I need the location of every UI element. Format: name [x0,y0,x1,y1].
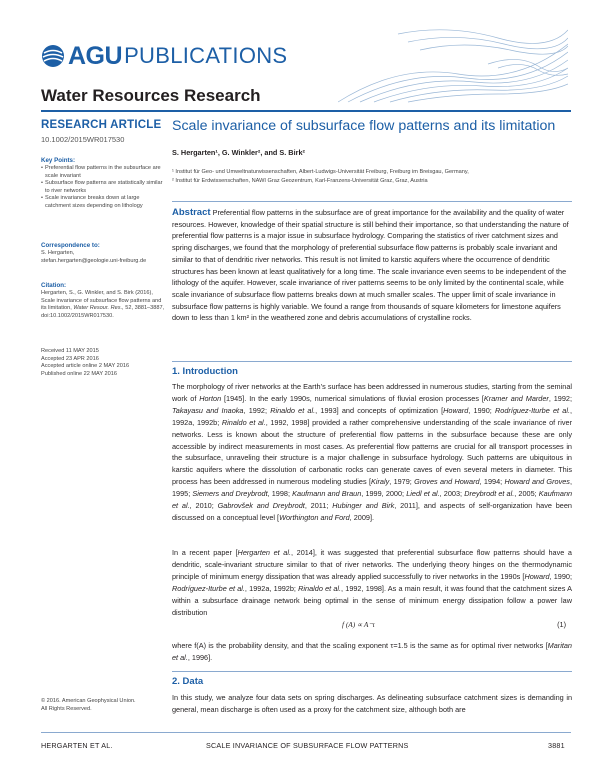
citation-link[interactable]: Dreybrodt et al. [464,489,515,499]
text-run: , 1995; [172,477,572,499]
text-run: , 1993] and concepts of optimization [ [315,405,444,415]
citation-link[interactable]: Hergarten et al. [237,548,291,557]
key-point-item: • Subsurface flow patterns are statistically similar to river networks [41,180,165,195]
journal-title: Water Resources Research [41,86,261,105]
author-list: S. Hergarten¹, G. Winkler², and S. Birk² [172,148,305,157]
contour-lines-decoration [338,24,568,104]
citation-link[interactable]: Howard and Groves [504,477,570,487]
section-heading-data: 2. Data [172,676,204,687]
citation-link[interactable]: Kramer and Marder [483,393,549,403]
page-number: 3881 [548,741,565,750]
correspondence-email[interactable]: stefan.hergarten@geologie.uni-freiburg.de [41,257,147,264]
equation-1 [172,620,572,632]
citation-link[interactable]: Kaufmann et al. [172,489,573,511]
agu-logo [41,42,287,70]
text-run: , 1979; [389,477,415,487]
correspondence-heading: Correspondence to: [41,242,100,249]
citation-link[interactable]: Rinaldo et al. [270,405,316,415]
section-heading-introduction: 1. Introduction [172,366,238,377]
citation-link[interactable]: Siemers and Dreybrodt [192,489,268,499]
copyright [41,698,165,713]
article-meta [41,118,163,145]
citation-link[interactable]: Horton [199,393,222,403]
date-accepted-online: Accepted article online 2 MAY 2016 [41,363,130,369]
abstract-text: Preferential flow patterns in the subsurface are of great importance for the availability and the quality of water resources. However, knowledge of their spatial structure is still behind their importance, so that understanding the nature of preferential flow patterns is a major issue in subsurface hydrology. Comparing the statistics of river catchment sizes and spring discharges, we found that the morphology of preferential subsurface flow patterns is probably scale invariant and similar to that of dendritic river networks. This result is not limited to karstic aquifers where the occurrence of dendritic structures has been known at least qualitatively for a long time. The scale invariance even seems to be independent of the lithology of the aquifer. However, scale invariance of river patterns seems to be only limited by the continental scale, while scale invariance of subsurface flow patterns breaks down at much smaller scales. The upper limit of scale invariance in subsurface flow patterns is highly variable. We found a range from thousands of square kilometers for limestone aquifers down to less than 1 km² in the weathered zone and debris accumulations of crystalline rocks. [172,208,569,323]
citation-link[interactable]: Maritan et al. [172,641,572,662]
footer-running-title: SCALE INVARIANCE OF SUBSURFACE FLOW PATTERNS [206,741,409,750]
text-run: , 2003; [439,489,465,499]
citation-link[interactable]: Gabrovšek and Dreybrodt [217,501,305,511]
citation-journal: Water Resour. Res., [73,305,124,311]
text-run: , 1992a, 1992b; [244,583,299,593]
text-run: , 2009]. [349,512,375,522]
affiliations [172,168,572,186]
text-run: , 2010; [189,501,218,511]
section-divider [172,361,572,362]
intro-paragraph-1 [172,381,572,524]
citation-link[interactable]: Howard [443,405,469,415]
key-points-heading: Key Points: [41,157,76,164]
data-paragraph-1: In this study, we analyze four data sets on spring discharges. As delineating subsurface catchment sizes is demanding in general, mean discharge is often used as a proxy for the catchment size, although both are [172,693,572,714]
date-received: Received 11 MAY 2015 [41,348,99,354]
intro-paragraph-2 [172,547,572,618]
citation-text [41,290,165,320]
text-run: , 1992; [243,405,271,415]
correspondence [41,242,165,265]
article-doi[interactable]: 10.1002/2015WR017530 [41,135,125,144]
citation-link[interactable]: Rodríguez-Iturbe et al. [172,583,245,593]
text-run: , 2014], it was suggested that preferential subsurface flow patterns should have a dendritic, scale-invariant structure similar to that of river networks. The underlying theory hinges on the thermodynamic principle of minimum energy dissipation that was already applied successfully to river networks in the 1990s [ [172,548,572,581]
correspondence-name: S. Hergarten, [41,250,75,256]
text-run: , 1990; [549,571,572,581]
intro-paragraph-3 [172,640,572,664]
text-run: The morphology of river networks at the Earth’s surface has been addressed in numerous studies, starting from the seminal work of [172,382,572,403]
citation-link[interactable]: Kiraly [370,477,390,487]
copyright-line-1: © 2016. American Geophysical Union. [41,698,136,704]
text-run: , 1996]. [187,652,213,662]
text-run: , 1992, 1998]. As a main result, it was found that the catchment sizes A within a subsurface drainage network being optimal in the sense of minimum energy dissipation follow a power law distribution [172,583,572,617]
citation-link[interactable]: Rinaldo et al. [298,583,342,593]
citation-link[interactable]: Rinaldo et al. [221,417,266,427]
text-run: , 1992, 1998] provided a rather comprehensive understanding of the scale invariance of river networks. Less is known about the structure of preferential flow patterns in the subsurface because these are only accessible by indirect measurements in most cases. As preferential flow patterns are crucial for all transport processes in the subsurface, unraveling their structure is a major challenge in subsurface hydrology. Such patterns are ubiquitous in karstic aquifers where the dissolution of carbonatic rocks can generate caves of even several meters in diameter. This process has been addressed in numerous modeling studies [ [172,417,572,487]
text-run: , 1994; [479,477,505,487]
citation-link[interactable]: Liedl et al. [406,489,440,499]
text-run: , 2011], and aspects of self-organization have been discussed on a conceptual level [ [172,501,572,522]
abstract-label: Abstract [172,207,211,218]
footer-divider [41,732,571,733]
citation-link[interactable]: Kaufmann and Braun [292,489,362,499]
date-accepted: Accepted 23 APR 2016 [41,355,99,362]
agu-logo-name: AGU [68,42,123,70]
citation-heading: Citation: [41,282,67,289]
text-run: where f(A) is the probability density, and that the scaling exponent τ=1.5 is the same as for optimal river networks [ [172,641,548,650]
date-published-online: Published online 22 MAY 2016 [41,370,117,377]
citation-link[interactable]: Howard [524,571,550,581]
text-run: , 1999, 2000; [361,489,407,499]
text-run: , 2011; [304,501,333,511]
citation-link[interactable]: Takayasu and Inaoka [172,405,244,415]
agu-globe-icon [41,44,65,68]
key-points [41,157,165,210]
footer-authors: HERGARTEN ET AL. [41,741,113,750]
header-divider [41,110,571,112]
key-point-item: • Scale invariance breaks down at large catchment sizes depending on lithology [41,195,165,210]
paper-title: Scale invariance of subsurface flow patterns and its limitation [172,118,556,134]
text-run: [1945]. In the early 1990s, numerical simulations of fluvial erosion processes [ [221,393,484,403]
text-run: , 1992a, 1992b; [172,405,573,427]
citation-link[interactable]: Groves and Howard [414,477,480,487]
agu-logo-suffix: PUBLICATIONS [124,43,288,68]
publication-dates [41,348,165,378]
abstract-divider [172,201,572,202]
abstract [172,207,572,324]
text-run: , 1990; [468,405,496,415]
citation-volume-doi: 52, 3881–3887, doi:10.1002/2015WR017530. [41,305,165,319]
equation-number: (1) [557,620,566,629]
article-type: RESEARCH ARTICLE [41,119,162,131]
text-run: , 2005; [514,489,539,499]
copyright-line-2: All Rights Reserved. [41,705,92,712]
key-point-item: • Preferential flow patterns in the subsurface are scale invariant [41,165,165,180]
citation-authors-title: Hergarten, S., G. Winkler, and S. Birk (2016), Scale invariance of subsurface flow patterns and its limitation, [41,290,162,311]
text-run: , 1998; [267,489,293,499]
text-run: , 1992; [548,393,573,403]
section-divider [172,671,572,672]
text-run: In a recent paper [ [172,548,238,557]
equation-formula: f (A) ∝ A⁻τ [342,620,375,629]
citation-link[interactable]: Rodríguez-Iturbe et al. [495,405,570,415]
citation-link[interactable]: Worthington and Ford [279,512,350,522]
affiliation-2: ² Institut für Erdwissenschaften, NAWI Graz Geozentrum, Karl-Franzens-Universität Graz, Graz, Austria [172,178,428,184]
citation-link[interactable]: Hubinger and Birk [332,501,395,511]
citation [41,282,165,320]
affiliation-1: ¹ Institut für Geo- und Umweltnaturwissenschaften, Albert-Ludwigs-Universität Freiburg, Freiburg im Breisgau, Germany, [172,169,469,175]
